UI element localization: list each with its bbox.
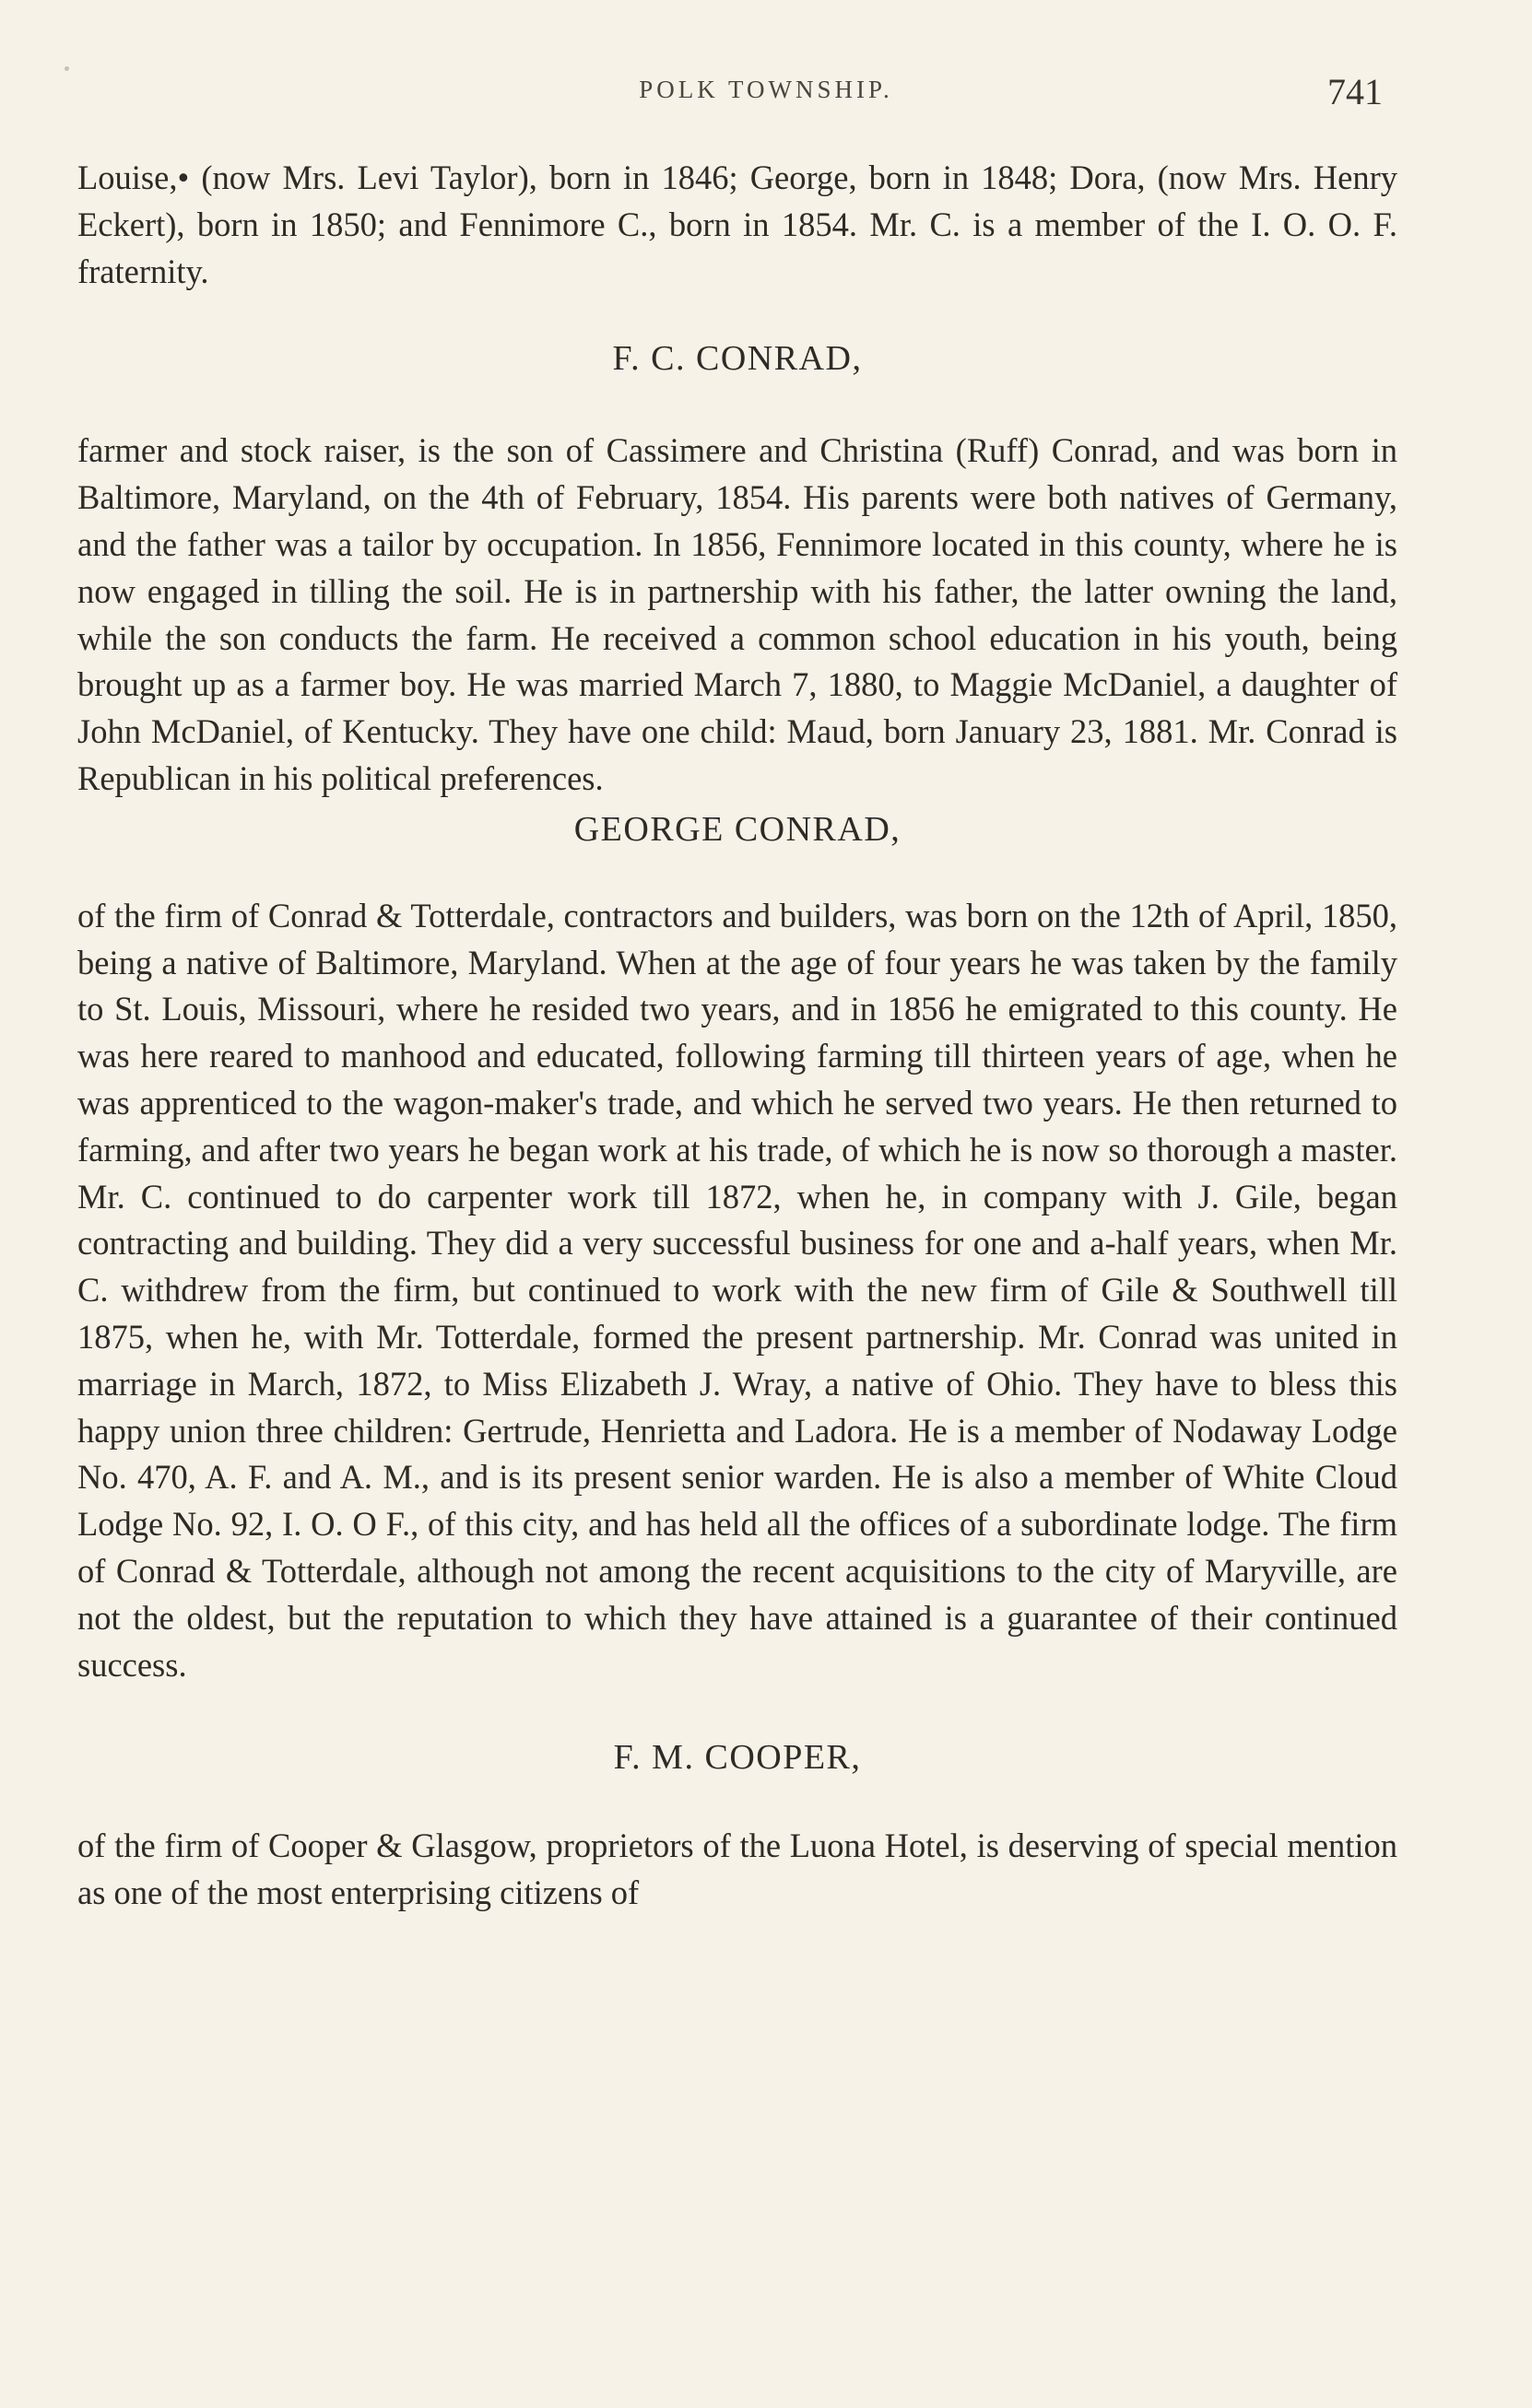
paragraph-george-conrad: of the firm of Conrad & Totterdale, contractors and builders, was born on the 12th of April, 1850, being a native of Baltimore, Maryland. When at the age of four years he was taken by the family to St. Louis, Missouri, where he resided two years, and in 1856 he emigrated to this county. He was here reared to manhood and educated, following farming till thirteen years of age, when he was apprenticed to the wagon-maker's trade, and which he served two years. He then returned to farming, and after two years he began work at his trade, of which he is now so thorough a master. Mr. C. continued to do carpenter work till 1872, when he, in company with J. Gile, began contracting and building. They did a very successful business for one and a-half years, when Mr. C. withdrew from the firm, but continued to work with the new firm of Gile & Southwell till 1875, when he, with Mr. Totterdale, formed the present partnership. Mr. Conrad was united in marriage in March, 1872, to Miss Elizabeth J. Wray, a native of Ohio. They have to bless this happy union three children: Gertrude, Henrietta and Ladora. He is a member of Nodaway Lodge No. 470, A. F. and A. M., and is its present senior warden. He is also a member of White Cloud Lodge No. 92, I. O. O F., of this city, and has held all the offices of a subordinate lodge. The firm of Conrad & Totterdale, although not among the recent acquisitions to the city of Maryville, are not the oldest, but the reputation to which they have attained is a guarantee of their continued success. bbox=[77, 896, 1397, 1684]
running-head: POLK TOWNSHIP. bbox=[639, 76, 893, 103]
paragraph-continued: Louise,• (now Mrs. Levi Taylor), born in 1846; George, born in 1848; Dora, (now Mrs. Henry Eckert), born in 1850; and Fennimore C., born in 1854. Mr. C. is a member of the I. O. O. F. fraternity. bbox=[77, 159, 1397, 290]
paragraph-f-c-conrad: farmer and stock raiser, is the son of Cassimere and Christina (Ruff) Conrad, and was born in Baltimore, Maryland, on the 4th of February, 1854. His parents were both natives of Germany, and the father was a tailor by occupation. In 1856, Fennimore located in this county, where he is now engaged in tilling the soil. He is in partnership with his father, the latter owning the land, while the son conducts the farm. He received a common school education in his youth, being brought up as a farmer boy. He was married March 7, 1880, to Maggie McDaniel, a daughter of John McDaniel, of Kentucky. They have one child: Maud, born January 23, 1881. Mr. Conrad is Republican in his political preferences. bbox=[77, 431, 1397, 797]
heading-f-c-conrad: F. C. CONRAD, bbox=[612, 339, 863, 379]
paper-speck bbox=[65, 66, 69, 71]
paragraph-f-m-cooper: of the firm of Cooper & Glasgow, proprietors of the Luona Hotel, is deserving of special mention as one of the most enterprising citizens of bbox=[77, 1827, 1397, 1912]
heading-f-m-cooper: F. M. COOPER, bbox=[613, 1738, 862, 1778]
heading-george-conrad: GEORGE CONRAD, bbox=[573, 809, 902, 849]
body-text bbox=[77, 155, 1397, 1917]
page-number: 741 bbox=[1327, 71, 1383, 112]
